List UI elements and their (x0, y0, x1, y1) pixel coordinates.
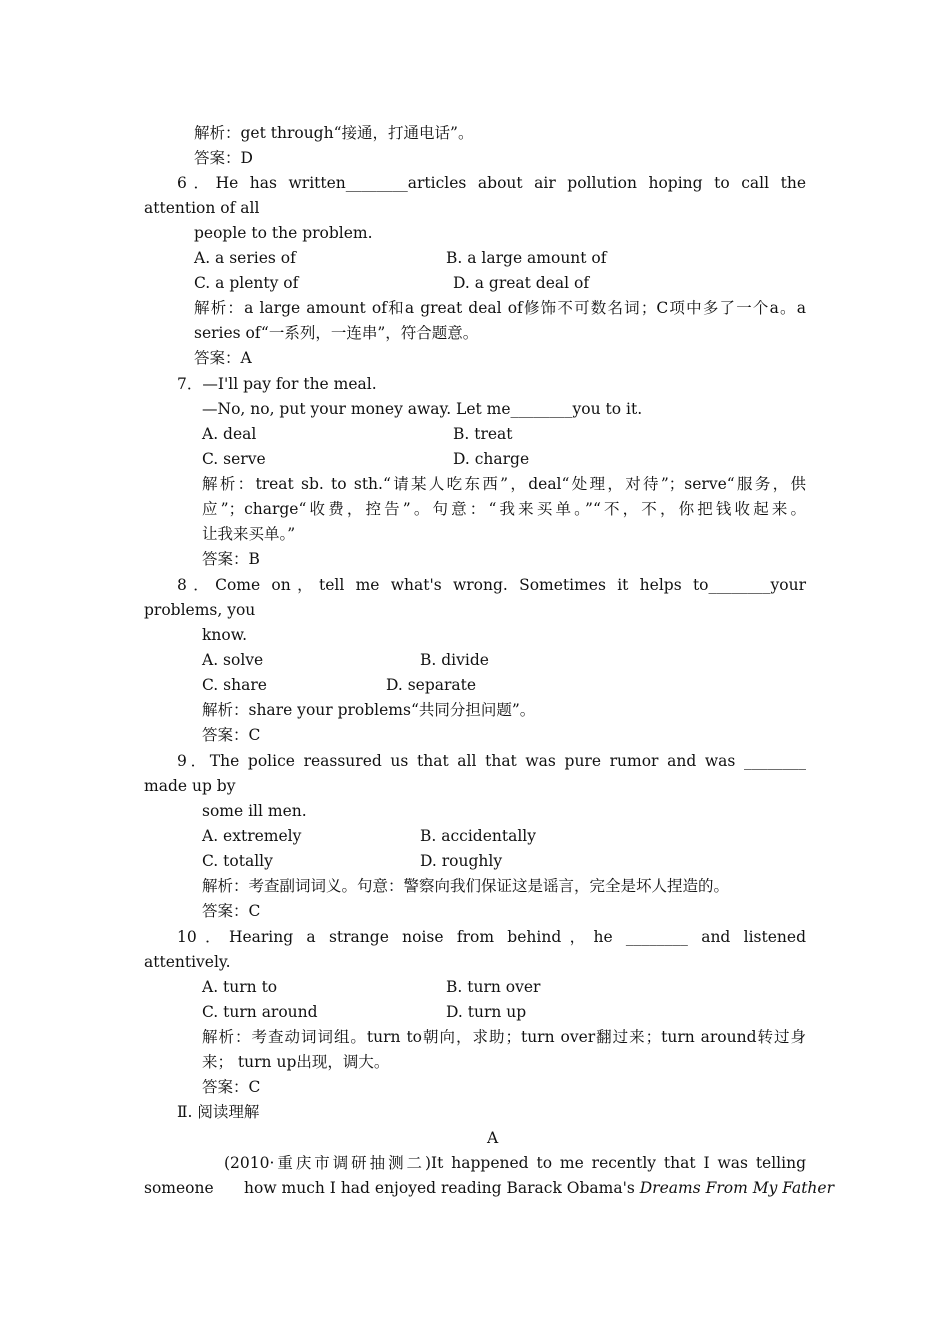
q10-analysis-line1: 解析：考查动词词组。turn to朝向，求助；turn over翻过来；turn around转过身 (202, 1028, 806, 1046)
q9-stem-line1: 9．The police reassured us that all that was pure rumor and was ________ (177, 752, 806, 770)
passage-intro-line1: (2010·重庆市调研抽测二)It happened to me recently that I was telling (224, 1154, 806, 1172)
passage-intro-line2-start: someone (144, 1179, 214, 1197)
q9-option-a: A. extremely (202, 827, 302, 845)
section-heading: Ⅱ. 阅读理解 (177, 1103, 260, 1121)
q10-analysis-line2: 来； turn up出现，调大。 (202, 1053, 390, 1071)
q7-analysis-line1: 解析：treat sb. to sth.“请某人吃东西”，deal“处理，对待”；serve“服务，供 (202, 475, 806, 493)
q7-analysis-line2: 应”；charge“收费，控告”。句意：“我来买单。”“不，不，你把钱收起来。 (202, 500, 806, 518)
q8-stem-line3: know. (202, 626, 248, 644)
q9-stem-line3: some ill men. (202, 802, 307, 820)
q6-option-c: C. a plenty of (194, 274, 299, 292)
q6-analysis-line2: series of“一系列，一连串”，符合题意。 (194, 324, 479, 342)
q9-answer: 答案：C (202, 902, 261, 920)
q6-stem-line1: 6．He has written________articles about air pollution hoping to call the (177, 174, 806, 192)
q10-answer: 答案：C (202, 1078, 261, 1096)
q9-option-d: D. roughly (420, 852, 503, 870)
q10-stem-line2: attentively. (144, 953, 231, 971)
q10-stem-line1: 10．Hearing a strange noise from behind，he ________ and listened (177, 928, 806, 946)
q10-option-d: D. turn up (446, 1003, 527, 1021)
passage-label: A (487, 1129, 499, 1147)
q6-stem-line3: people to the problem. (194, 224, 373, 242)
q8-option-d: D. separate (386, 676, 477, 694)
q8-analysis: 解析：share your problems“共同分担问题”。 (202, 701, 536, 719)
q9-stem-line2: made up by (144, 777, 236, 795)
q7-option-d: D. charge (453, 450, 530, 468)
q9-analysis: 解析：考查副词词义。句意：警察向我们保证这是谣言，完全是坏人捏造的。 (202, 877, 730, 895)
q7-option-a: A. deal (202, 425, 257, 443)
q5-answer: 答案：D (194, 149, 253, 167)
book-title: Dreams From My Father (639, 1179, 834, 1197)
passage-intro-line2 (244, 1177, 834, 1199)
q6-analysis-line1: 解析：a large amount of和a great deal of修饰不可数名词；C项中多了一个a。a (194, 299, 806, 317)
q6-option-d: D. a great deal of (453, 274, 590, 292)
q8-option-a: A. solve (202, 651, 264, 669)
q7-option-c: C. serve (202, 450, 266, 468)
q7-stem-line2: —No, no, put your money away. Let me________you to it. (202, 400, 643, 418)
q6-answer: 答案：A (194, 349, 252, 367)
q9-option-c: C. totally (202, 852, 273, 870)
q5-analysis: 解析：get through“接通，打通电话”。 (194, 124, 474, 142)
q10-option-b: B. turn over (446, 978, 541, 996)
q6-option-b: B. a large amount of (446, 249, 607, 267)
q7-analysis-line3: 让我来买单。” (202, 525, 296, 543)
q6-option-a: A. a series of (194, 249, 296, 267)
q7-option-b: B. treat (453, 425, 513, 443)
q7-answer: 答案：B (202, 550, 260, 568)
q8-option-b: B. divide (420, 651, 489, 669)
q7-stem-line1: 7．—I'll pay for the meal. (177, 375, 377, 393)
q8-stem-line2: problems, you (144, 601, 256, 619)
q9-option-b: B. accidentally (420, 827, 537, 845)
q8-answer: 答案：C (202, 726, 261, 744)
q6-stem-line2: attention of all (144, 199, 260, 217)
passage-intro-text: how much I had enjoyed reading Barack Obama's (244, 1179, 640, 1197)
q8-option-c: C. share (202, 676, 267, 694)
q10-option-a: A. turn to (202, 978, 278, 996)
q8-stem-line1: 8．Come on，tell me what's wrong. Sometimes it helps to________your (177, 576, 806, 594)
q10-option-c: C. turn around (202, 1003, 318, 1021)
